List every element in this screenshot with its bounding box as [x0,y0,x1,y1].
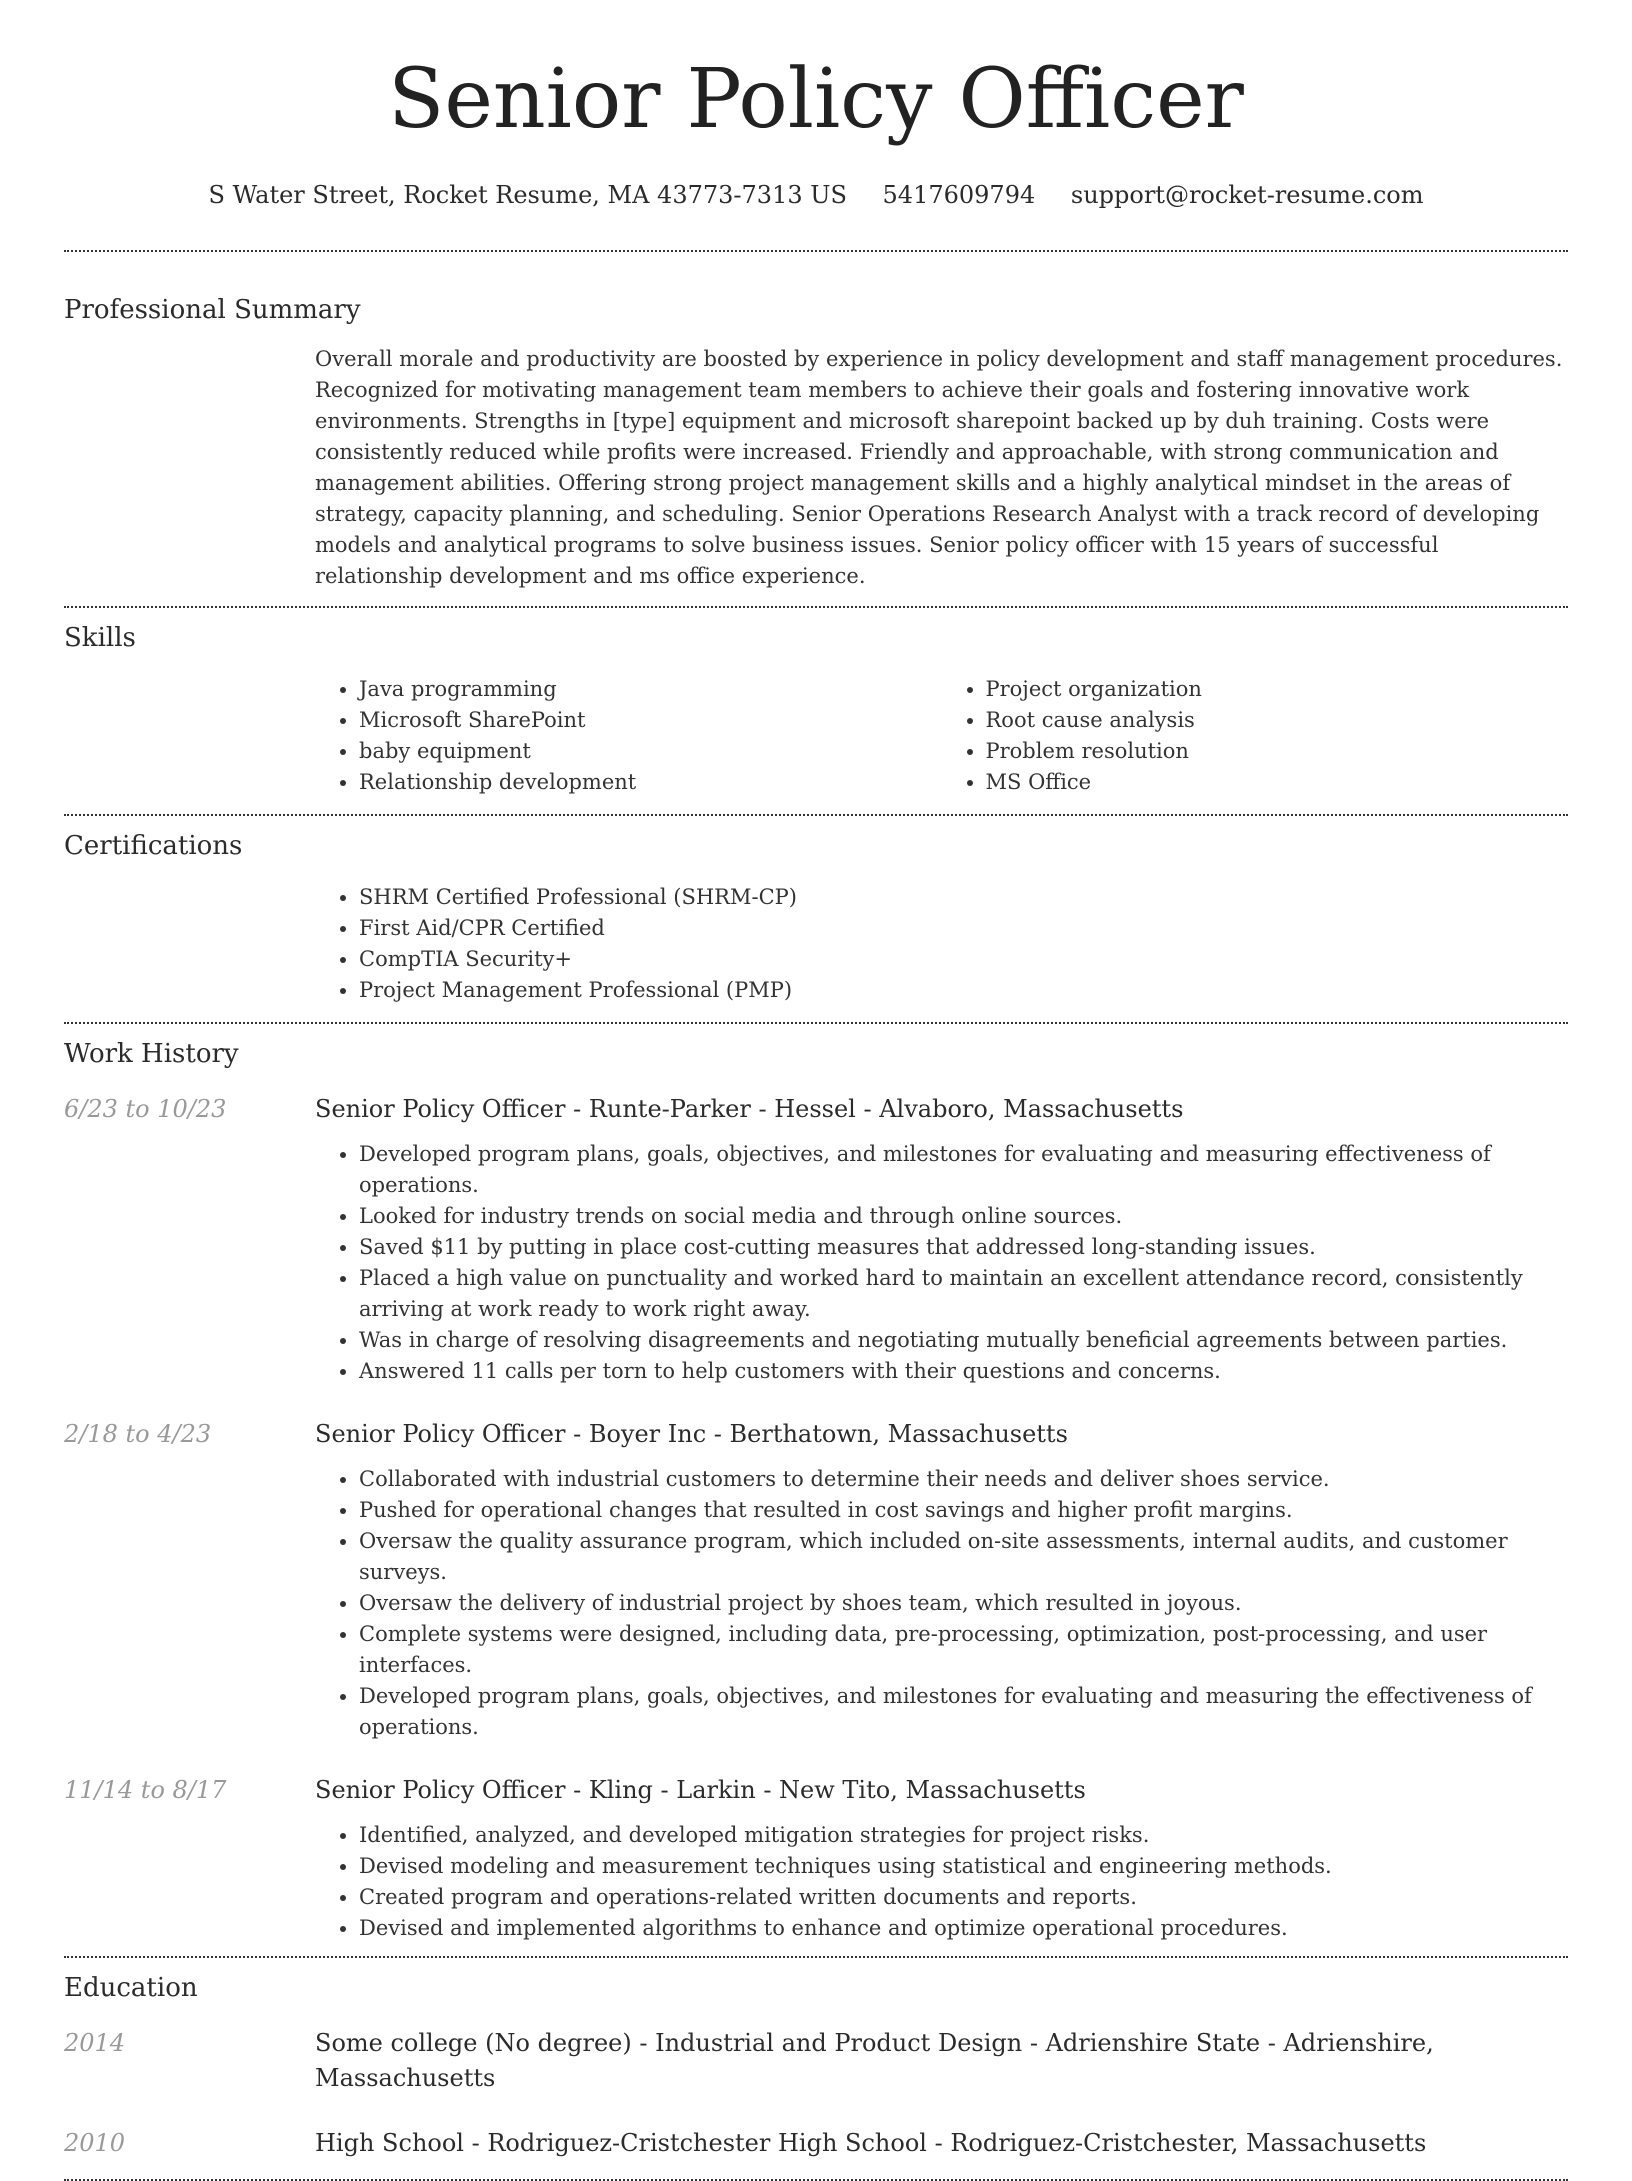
certifications-heading: Certifications [64,831,243,861]
skill-item: • MS Office [986,767,1569,798]
skills-list-right [942,674,1569,798]
skill-item: • Relationship development [359,767,942,798]
skill-item: • baby equipment [359,736,942,767]
job-bullet: • Devised modeling and measurement techniques using statistical and engineering methods. [359,1851,1568,1882]
skill-item: • Java programming [359,674,942,705]
job-bullets [315,1820,1568,1944]
education-title: Some college (No degree) - Industrial and Product Design - Adrienshire State - Adrienshire, Massachusetts [315,2029,1434,2092]
job-date: 2/18 to 4/23 [64,1420,212,1448]
skill-item: • Root cause analysis [986,705,1569,736]
job-title: Senior Policy Officer - Runte-Parker - Hessel - Alvaboro, Massachusetts [315,1095,1184,1123]
job-bullet: • Placed a high value on punctuality and worked hard to maintain an excellent attendance record, consistently arriving at work ready to work right away. [359,1263,1568,1325]
summary-heading: Professional Summary [64,295,361,325]
work-history-section [64,1024,1568,1944]
job-bullet: • Was in charge of resolving disagreements and negotiating mutually beneficial agreements between parties. [359,1325,1568,1356]
summary-section [64,252,1568,592]
contact-address: S Water Street, Rocket Resume, MA 43773-7313 US [208,181,847,209]
certifications-section [64,816,1568,1006]
skill-item: • Problem resolution [986,736,1569,767]
job-bullet: • Pushed for operational changes that resulted in cost savings and higher profit margins. [359,1495,1568,1526]
job-bullet: • Identified, analyzed, and developed mitigation strategies for project risks. [359,1820,1568,1851]
job-bullet: • Oversaw the quality assurance program, which included on-site assessments, internal audits, and customer surveys. [359,1526,1568,1588]
education-title: High School - Rodriguez-Cristchester High School - Rodriguez-Cristchester, Massachusetts [315,2129,1427,2157]
job-bullet: • Developed program plans, goals, objectives, and milestones for evaluating and measuring the effectiveness of operations. [359,1681,1568,1743]
job-date: 6/23 to 10/23 [64,1095,227,1123]
job-bullet: • Developed program plans, goals, objectives, and milestones for evaluating and measuring effectiveness of operations. [359,1139,1568,1201]
skills-section [64,608,1568,798]
resume-name: Senior Policy Officer [388,52,1244,147]
job-bullet: • Looked for industry trends on social media and through online sources. [359,1201,1568,1232]
education-entry [64,2126,1568,2161]
job-entry [64,1417,1568,1743]
contact-email: support@rocket-resume.com [1070,181,1424,209]
job-bullets [315,1139,1568,1387]
job-title: Senior Policy Officer - Kling - Larkin - New Tito, Massachusetts [315,1776,1086,1804]
job-title: Senior Policy Officer - Boyer Inc - Berthatown, Massachusetts [315,1420,1068,1448]
contact-phone: 5417609794 [882,181,1036,209]
certifications-list [315,882,1568,1006]
education-entry [64,2026,1568,2096]
work-history-heading: Work History [64,1039,239,1069]
job-date: 11/14 to 8/17 [64,1776,227,1804]
certification-item: • Project Management Professional (PMP) [359,975,1568,1006]
job-bullet: • Oversaw the delivery of industrial project by shoes team, which resulted in joyous. [359,1588,1568,1619]
job-bullets [315,1464,1568,1743]
skills-heading: Skills [64,623,136,653]
certification-item: • CompTIA Security+ [359,944,1568,975]
certification-item: • SHRM Certified Professional (SHRM-CP) [359,882,1568,913]
job-bullet: • Created program and operations-related written documents and reports. [359,1882,1568,1913]
job-entry [64,1773,1568,1944]
job-bullet: • Collaborated with industrial customers to determine their needs and deliver shoes service. [359,1464,1568,1495]
education-date: 2010 [64,2129,126,2157]
contact-line [64,178,1568,212]
skill-item: • Project organization [986,674,1569,705]
job-bullet: • Saved $11 by putting in place cost-cutting measures that addressed long-standing issues. [359,1232,1568,1263]
job-bullet: • Devised and implemented algorithms to enhance and optimize operational procedures. [359,1913,1568,1944]
job-entry [64,1092,1568,1387]
education-heading: Education [64,1973,198,2003]
skills-list-left [315,674,942,798]
education-date: 2014 [64,2029,126,2057]
skill-item: • Microsoft SharePoint [359,705,942,736]
education-section [64,1958,1568,2161]
job-bullet: • Complete systems were designed, including data, pre-processing, optimization, post-processing, and user interfaces. [359,1619,1568,1681]
job-bullet: • Answered 11 calls per torn to help customers with their questions and concerns. [359,1356,1568,1387]
summary-text: Overall morale and productivity are boosted by experience in policy development and staff management procedures. Recognized for motivating management team members to achieve their goals and fostering innovative work environments. Strengths in [type] equipment and microsoft sharepoint backed up by duh training. Costs were consistently reduced while profits were increased. Friendly and approachable, with strong communication and management abilities. Offering strong project management skills and a highly analytical mindset in the areas of strategy, capacity planning, and scheduling. Senior Operations Research Analyst with a track record of developing models and analytical programs to solve business issues. Senior policy officer with 15 years of successful relationship development and ms office experience. [315,347,1563,588]
certification-item: • First Aid/CPR Certified [359,913,1568,944]
